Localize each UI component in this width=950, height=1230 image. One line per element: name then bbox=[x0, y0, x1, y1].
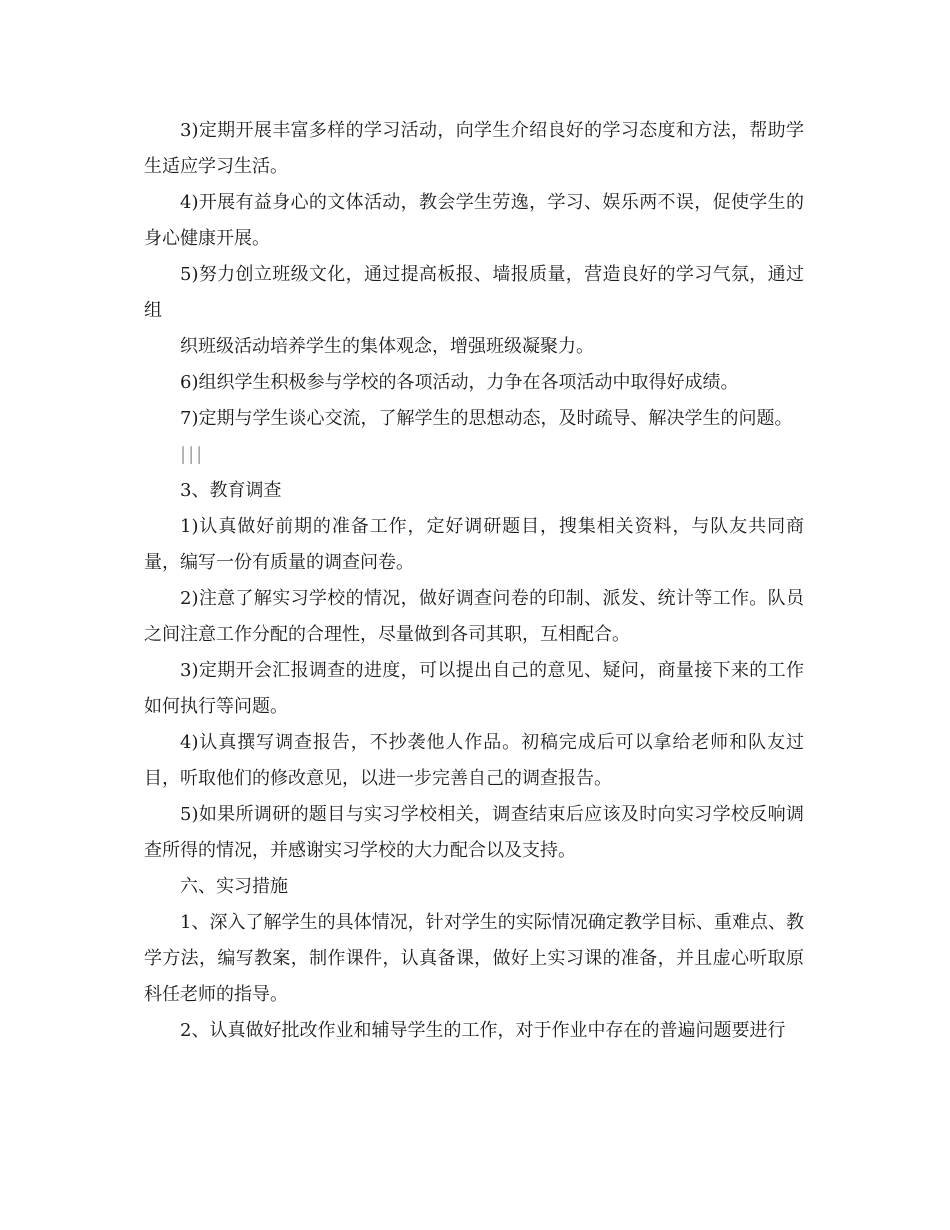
paragraph-survey-2: 2)注意了解实习学校的情况，做好调查问卷的印制、派发、统计等工作。队员之间注意工作分配的合理性，尽量做到各司其职，互相配合。 bbox=[144, 588, 804, 645]
paragraph-measures-1: 1、深入了解学生的具体情况，针对学生的实际情况确定教学目标、重难点、教学方法，编写教案，制作课件，认真备课，做好上实习课的准备，并且虚心听取原科任老师的指导。 bbox=[144, 912, 804, 1005]
paragraph-class-activity-3: 3)定期开展丰富多样的学习活动，向学生介绍良好的学习态度和方法，帮助学生适应学习生活。 bbox=[144, 120, 804, 177]
paragraph-survey-3: 3)定期开会汇报调查的进度，可以提出自己的意见、疑问，商量接下来的工作如何执行等问题。 bbox=[144, 660, 804, 717]
paragraph-survey-4: 4)认真撰写调查报告，不抄袭他人作品。初稿完成后可以拿给老师和队友过目，听取他们的修改意见，以进一步完善自己的调查报告。 bbox=[144, 732, 804, 789]
paragraph-measures-2: 2、认真做好批改作业和辅导学生的工作，对于作业中存在的普遍问题要进行 bbox=[180, 1020, 786, 1041]
paragraph-class-activity-5-continued: 织班级活动培养学生的集体观念，增强班级凝聚力。 bbox=[180, 336, 594, 357]
paragraph-survey-1: 1)认真做好前期的准备工作，定好调研题目，搜集相关资料，与队友共同商量，编写一份有质量的调查问卷。 bbox=[144, 516, 804, 573]
paragraph-class-activity-7: 7)定期与学生谈心交流，了解学生的思想动态，及时疏导、解决学生的问题。 bbox=[180, 408, 793, 429]
section-heading-education-survey: 3、教育调查 bbox=[180, 480, 282, 501]
paragraph-class-activity-5: 5)努力创立班级文化，通过提高板报、墙报质量，营造良好的学习气氛，通过组 bbox=[144, 264, 804, 321]
paragraph-class-activity-6: 6)组织学生积极参与学校的各项活动，力争在各项活动中取得好成绩。 bbox=[180, 372, 739, 393]
document-body bbox=[144, 113, 804, 1049]
paragraph-survey-5: 5)如果所调研的题目与实习学校相关，调查结束后应该及时向实习学校反响调查所得的情况，并感谢实习学校的大力配合以及支持。 bbox=[144, 804, 804, 861]
paragraph-class-activity-4: 4)开展有益身心的文体活动，教会学生劳逸，学习、娱乐两不误，促使学生的身心健康开展。 bbox=[144, 192, 804, 249]
section-heading-internship-measures: 六、实习措施 bbox=[180, 876, 288, 897]
section-separator: ||| bbox=[180, 444, 205, 465]
